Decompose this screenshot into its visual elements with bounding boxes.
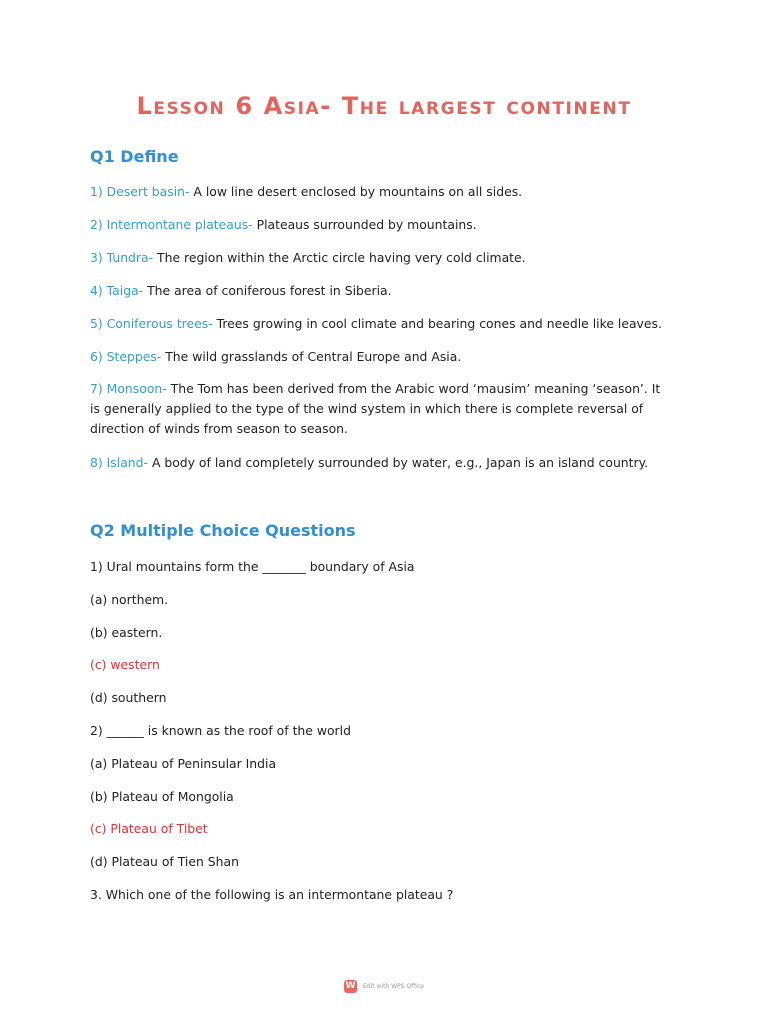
q1-heading: Q1 Define (90, 147, 179, 166)
definition-term: 2) Intermontane plateaus- (90, 217, 253, 232)
definition-text: Plateaus surrounded by mountains. (252, 217, 477, 232)
mcq-option: (a) Plateau of Peninsular India (90, 756, 277, 771)
question-text: 3. Which one of the following is an intermontane plateau ? (90, 887, 454, 902)
definition-term: 5) Coniferous trees- (90, 316, 213, 331)
definition-text: The area of coniferous forest in Siberia. (143, 283, 392, 298)
definition-text: A low line desert enclosed by mountains on all sides. (189, 184, 523, 199)
question-text: 1) Ural mountains form the _______ boundary of Asia (90, 559, 415, 574)
definition-term: 8) Island- (90, 455, 148, 470)
definition-text: A body of land completely surrounded by water, e.g., Japan is an island country. (148, 455, 649, 470)
definition-term: 6) Steppes- (90, 349, 162, 364)
mcq-correct-option: (c) western (90, 657, 160, 672)
wps-footer-text: Edit with WPS Office (363, 983, 424, 990)
mcq-option: (b) Plateau of Mongolia (90, 789, 234, 804)
definition-term: 4) Taiga- (90, 283, 144, 298)
q2-heading: Q2 Multiple Choice Questions (90, 521, 356, 540)
mcq-correct-option: (c) Plateau of Tibet (90, 821, 208, 836)
mcq-option: (d) Plateau of Tien Shan (90, 854, 239, 869)
definition-text: The region within the Arctic circle having very cold climate. (153, 250, 526, 265)
definition-item (90, 182, 670, 202)
definition-text: The wild grasslands of Central Europe and Asia. (161, 349, 462, 364)
mcq-option: (b) eastern. (90, 625, 163, 640)
definition-item (90, 453, 670, 473)
definition-item (90, 347, 670, 367)
definition-item (90, 379, 670, 439)
definition-term: 3) Tundra- (90, 250, 154, 265)
definition-term: 7) Monsoon- (90, 381, 167, 396)
definition-item (90, 215, 670, 235)
question-text: 2) ______ is known as the roof of the world (90, 723, 351, 738)
definition-item (90, 281, 670, 301)
definition-item (90, 314, 670, 334)
mcq-option: (d) southern (90, 690, 167, 705)
definition-item (90, 248, 670, 268)
page-title: Lesson 6 Asia- The largest continent (136, 92, 632, 120)
mcq-option: (a) northem. (90, 592, 169, 607)
wps-office-icon: W (345, 981, 356, 991)
definition-term: 1) Desert basin- (90, 184, 190, 199)
wps-footer[interactable] (0, 980, 768, 993)
definition-text: Trees growing in cool climate and bearing cones and needle like leaves. (212, 316, 662, 331)
definition-text: The Tom has been derived from the Arabic word ‘mausim’ meaning ‘season’. It is generally applied to the type of the wind system in which there is complete reversal of direction of winds from season to season. (90, 381, 661, 436)
